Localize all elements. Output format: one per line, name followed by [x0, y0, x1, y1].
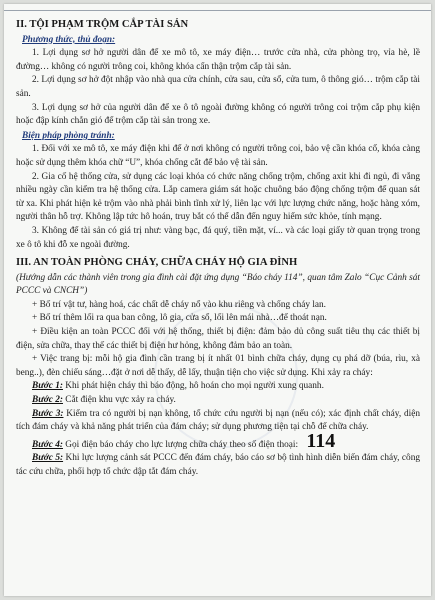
methods-heading: Phương thức, thủ đoạn: — [22, 34, 116, 45]
prevention-heading: Biện pháp phòng tránh: — [22, 130, 115, 141]
fire-safety-item: + Điều kiện an toàn PCCC đối với hệ thống, thiết bị điện: đảm bảo dủ công suất tiêu thụ các thiết bị điện, sửa chữa, thay thế các thiết bị điện hư hỏng, không đảm bảo an toàn. — [16, 327, 420, 351]
step-label: Bước 2: — [32, 395, 63, 406]
step-text: Cắt điện khu vực xảy ra cháy. — [62, 395, 176, 406]
step-text: Khi lực lượng cảnh sát PCCC đến đám cháy, báo cáo sơ bộ tình hình diễn biến đám cháy, công tác cứu chữa, phối hợp tổ chức dập tắt đám cháy. — [16, 453, 420, 477]
fire-safety-item: + Bố trí thêm lối ra qua ban công, lô gia, cửa sổ, lối lên mái nhà…để thoát nạn. — [32, 313, 327, 324]
section-2-heading: II. TỘI PHẠM TRỘM CẮP TÀI SẢN — [16, 19, 189, 30]
prevention-paragraph: 1. Đối với xe mô tô, xe máy điện khi để ở nơi không có người trông coi, bảo vệ cần khóa cổ, khóa càng hoặc sử dụng thêm khóa chữ “U”, khóa chống cắt để bảo vệ tài sản. — [16, 144, 420, 168]
method-paragraph: 3. Lợi dụng sơ hở của người dân để xe ô tô ngoài đường không có người trông coi trộm cắp phụ kiện hoặc đập kính chắn gió để trộm cắp tài sản trong xe. — [16, 102, 420, 127]
section-3-heading: III. AN TOÀN PHÒNG CHÁY, CHỮA CHÁY HỘ GIA ĐÌNH — [16, 257, 298, 269]
step-label: Bước 4: — [32, 439, 63, 450]
step-4 — [16, 429, 420, 453]
method-paragraph: 1. Lợi dụng sơ hở người dân để xe mô tô, xe máy điện… trước cửa nhà, cửa phòng trọ, vỉa hè, lề đường… không có người trông coi, không khóa cẩn thận trộm cắp tài sản. — [16, 48, 420, 72]
emergency-number: 114 — [306, 429, 336, 452]
top-divider — [4, 10, 431, 11]
page-content — [16, 14, 420, 480]
step-1 — [16, 380, 420, 394]
step-label: Bước 1: — [32, 381, 63, 392]
step-3 — [16, 408, 420, 435]
step-text: Gọi điện báo cháy cho lực lượng chữa cháy theo số điện thoại: — [62, 439, 301, 450]
step-label: Bước 5: — [32, 453, 64, 464]
app-install-note: (Hướng dẫn các thành viên trong gia đình cài đặt ứng dụng “Báo cháy 114”, quan tâm Zalo “Cục Cảnh sát PCCC và CNCH”) — [16, 272, 420, 297]
step-label: Bước 3: — [32, 408, 64, 419]
step-5 — [16, 452, 420, 479]
step-2 — [16, 394, 420, 408]
method-paragraph: 2. Lợi dụng sơ hở đột nhập vào nhà qua cửa chính, cửa sau, cửa sổ, cửa tum, ô thông gió… trộm cắp tài sản. — [16, 75, 420, 99]
prevention-paragraph: 2. Gia cố hệ thống cửa, sử dụng các loại khóa có chức năng chống trộm, chống axit khi đi ngủ, đi vắng nhiều ngày cần kiểm tra hệ thống cửa. Lắp camera giám sát hoặc chuông báo động chống trộm để quan sát từ xa. Khi phát hiện kẻ trộm vào nhà phải bình tĩnh xử lý, liên lạc với lực lượng chức năng, hoặc hàng xóm, người thân hỗ trợ. Không lập tức hô hoán, truy bắt có thể dẫn đến nguy hiểm sức khỏe, tính mạng. — [16, 171, 420, 223]
step-text: Kiểm tra có người bị nạn không, tổ chức cứu người bị nạn (nếu có); xác định chất cháy, diện tích đám cháy và khả năng phát triển của đám cháy; sử dụng phương tiện tại chỗ để chữa cháy. — [16, 408, 420, 433]
fire-safety-item: + Bố trí vật tư, hàng hoá, các chất dễ cháy nổ vào khu riêng và chống cháy lan. — [32, 299, 326, 310]
fire-safety-item: + Việc trang bị: mỗi hộ gia đình cần trang bị ít nhất 01 bình chữa cháy, dụng cụ phá dỡ (búa, rìu, xà beng..), đèn chiếu sáng…đặt ở nơi dễ thấy, dễ lấy, thuận tiện cho việc sử dụng. Khi xảy ra cháy: — [16, 354, 420, 378]
step-text: Khi phát hiện cháy thì báo động, hô hoán cho mọi người xung quanh. — [62, 381, 324, 392]
document-page — [4, 4, 431, 596]
prevention-paragraph: 3. Không để tài sản có giá trị như: vàng bạc, đá quý, tiền mặt, ví... và các loại giấy tờ quan trọng trong xe ô tô khi đỗ xe ngoài đường. — [16, 225, 420, 250]
